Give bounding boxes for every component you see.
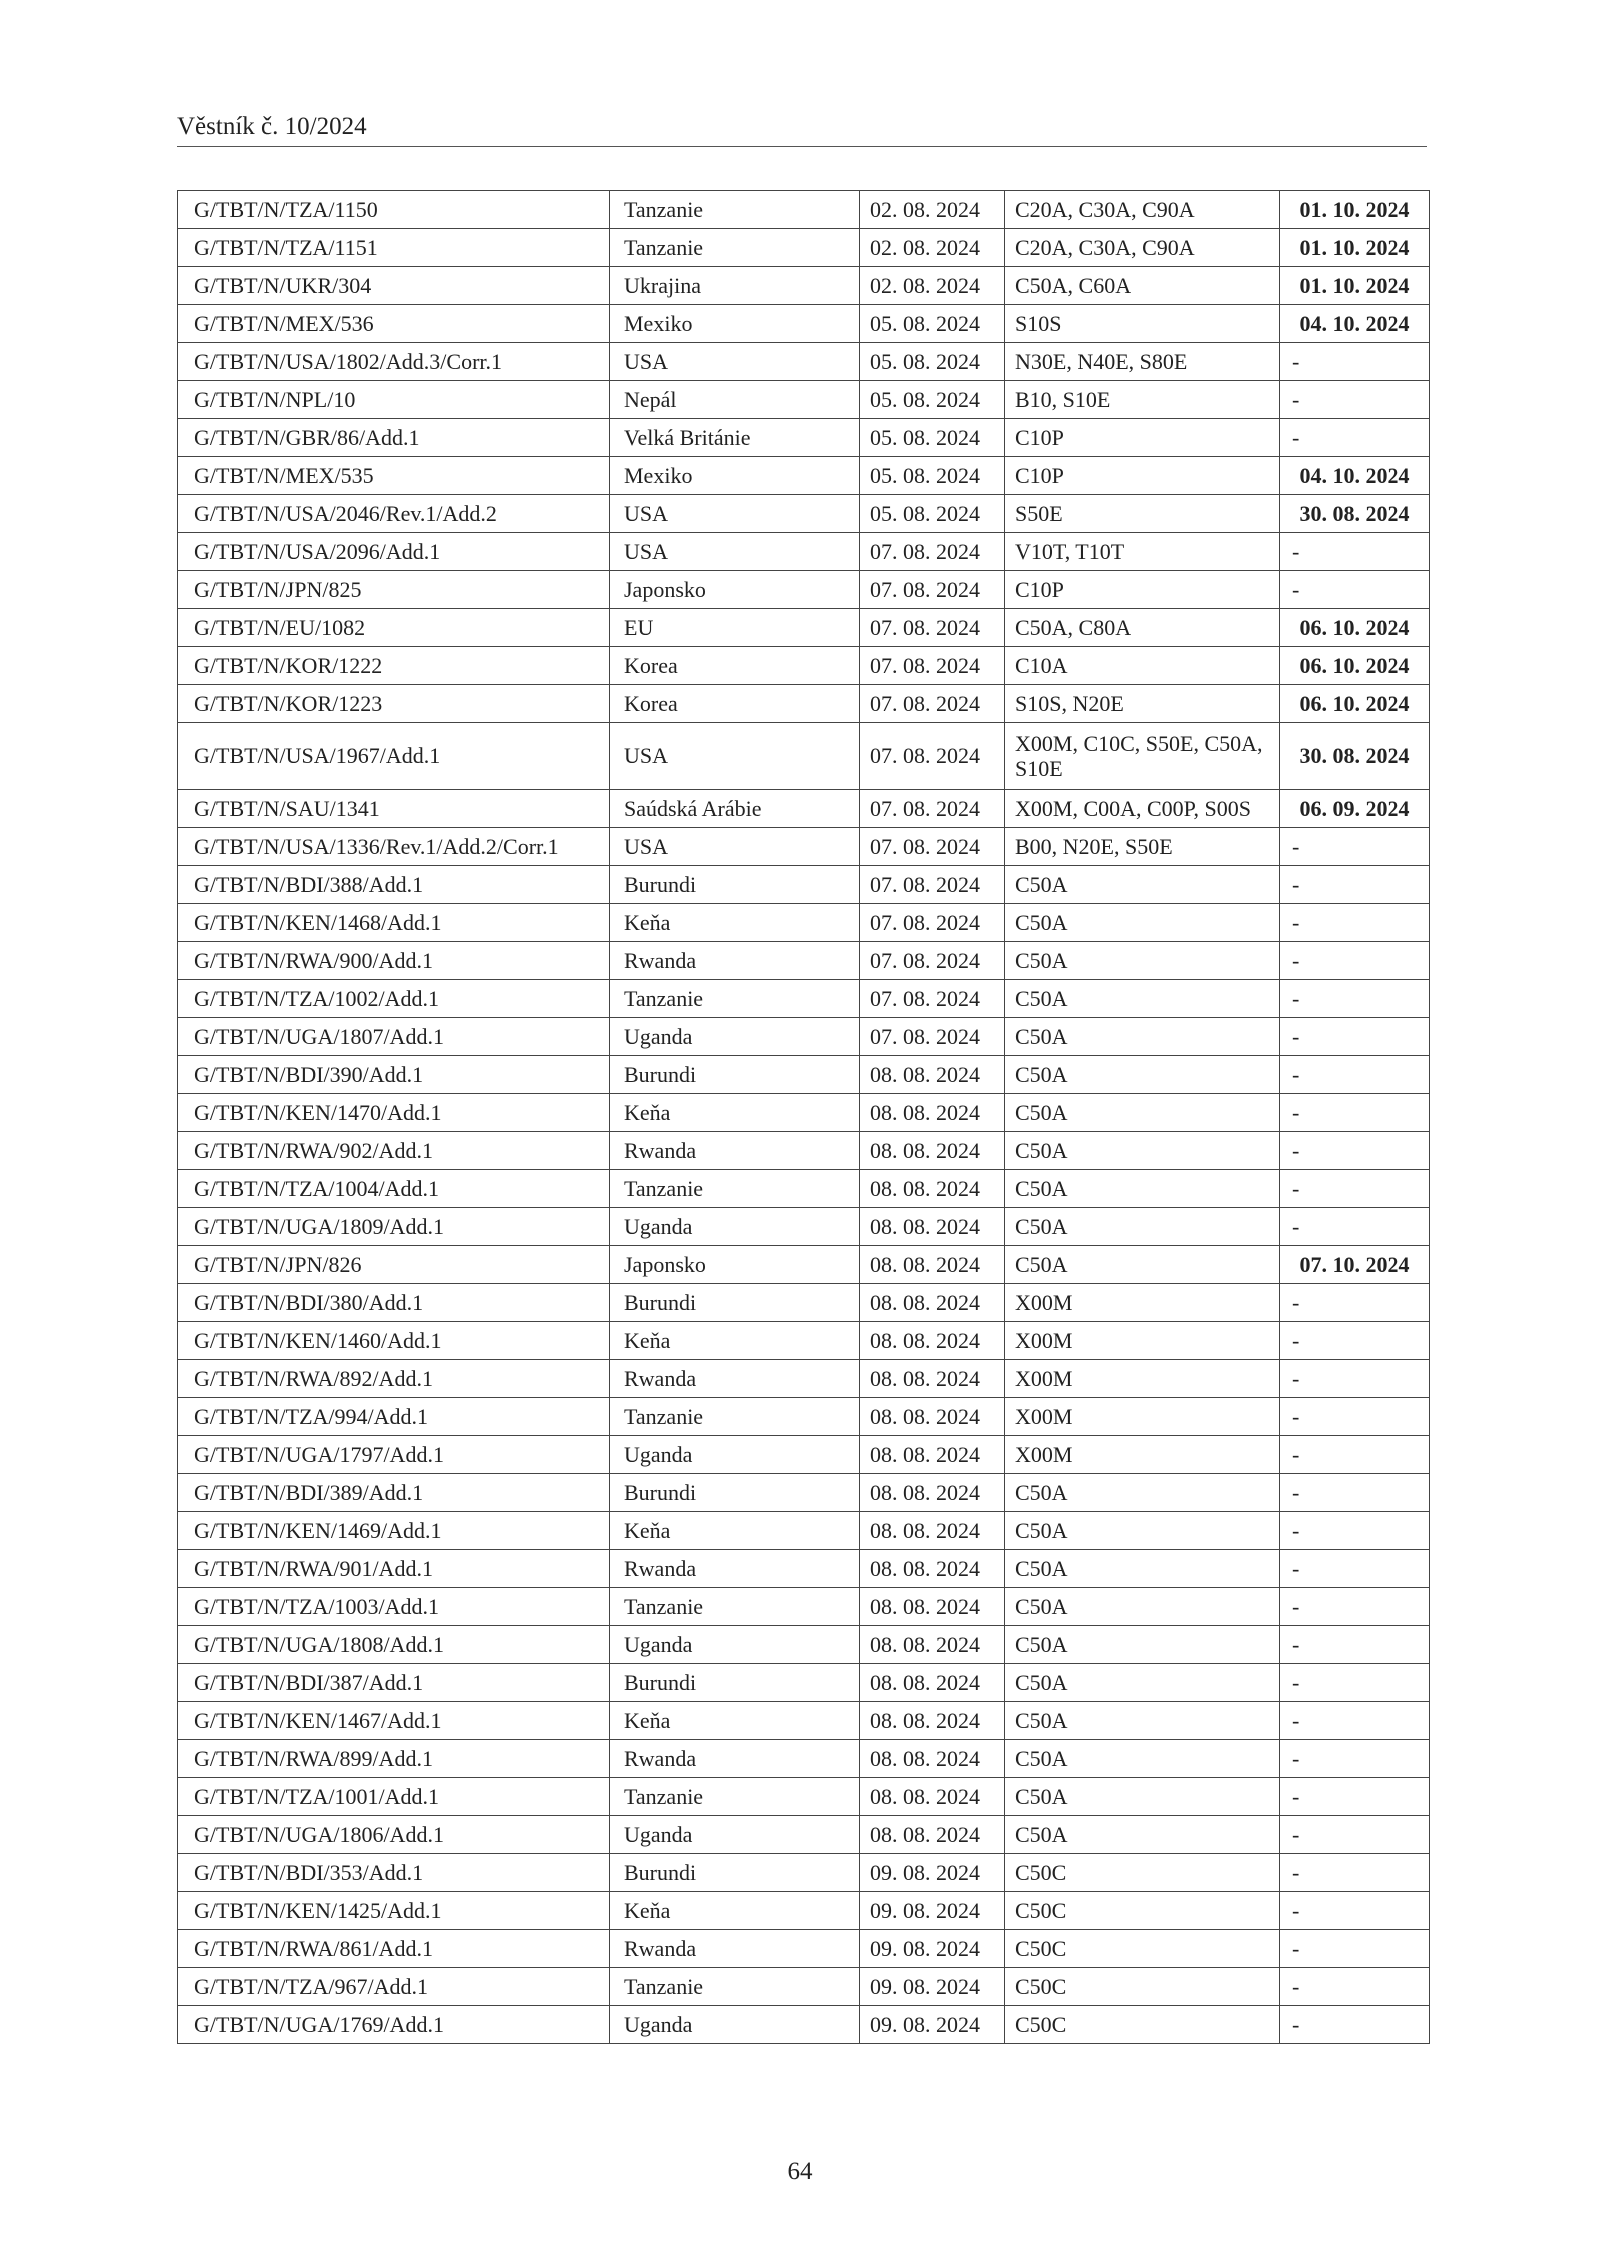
product-codes-cell: S10S [1005,305,1280,343]
comment-deadline-cell: - [1280,1930,1430,1968]
notification-number-cell: G/TBT/N/BDI/388/Add.1 [178,866,610,904]
country-cell: Keňa [610,1094,860,1132]
table-row [178,790,1430,828]
notification-date-cell: 08. 08. 2024 [860,1626,1005,1664]
notification-number-cell: G/TBT/N/BDI/380/Add.1 [178,1284,610,1322]
product-codes-cell: C50A [1005,1816,1280,1854]
notification-date-cell: 08. 08. 2024 [860,1816,1005,1854]
product-codes-cell: X00M [1005,1398,1280,1436]
comment-deadline-cell: 04. 10. 2024 [1280,457,1430,495]
notification-date-cell: 07. 08. 2024 [860,571,1005,609]
product-codes-cell: C20A, C30A, C90A [1005,229,1280,267]
product-codes-cell: C50A [1005,1056,1280,1094]
table-row [178,1740,1430,1778]
notification-number-cell: G/TBT/N/RWA/900/Add.1 [178,942,610,980]
country-cell: Burundi [610,1056,860,1094]
notification-number-cell: G/TBT/N/UKR/304 [178,267,610,305]
notification-date-cell: 08. 08. 2024 [860,1284,1005,1322]
country-cell: Tanzanie [610,229,860,267]
product-codes-cell: C50A [1005,980,1280,1018]
product-codes-cell: V10T, T10T [1005,533,1280,571]
notification-number-cell: G/TBT/N/RWA/901/Add.1 [178,1550,610,1588]
table-row [178,1436,1430,1474]
country-cell: Tanzanie [610,1778,860,1816]
notification-number-cell: G/TBT/N/MEX/536 [178,305,610,343]
product-codes-cell: N30E, N40E, S80E [1005,343,1280,381]
notification-number-cell: G/TBT/N/USA/2046/Rev.1/Add.2 [178,495,610,533]
notification-number-cell: G/TBT/N/RWA/902/Add.1 [178,1132,610,1170]
notification-number-cell: G/TBT/N/UGA/1797/Add.1 [178,1436,610,1474]
table-row [178,980,1430,1018]
notification-date-cell: 09. 08. 2024 [860,1930,1005,1968]
product-codes-cell: C50C [1005,1892,1280,1930]
product-codes-cell: C50A [1005,866,1280,904]
table-row [178,457,1430,495]
table-row [178,267,1430,305]
country-cell: Rwanda [610,1132,860,1170]
notification-date-cell: 08. 08. 2024 [860,1702,1005,1740]
country-cell: Keňa [610,1512,860,1550]
notification-number-cell: G/TBT/N/UGA/1806/Add.1 [178,1816,610,1854]
notification-number-cell: G/TBT/N/GBR/86/Add.1 [178,419,610,457]
product-codes-cell: X00M [1005,1284,1280,1322]
comment-deadline-cell: - [1280,1778,1430,1816]
comment-deadline-cell: - [1280,571,1430,609]
notification-date-cell: 08. 08. 2024 [860,1170,1005,1208]
country-cell: USA [610,828,860,866]
notification-number-cell: G/TBT/N/TZA/1151 [178,229,610,267]
notification-number-cell: G/TBT/N/TZA/994/Add.1 [178,1398,610,1436]
table-row [178,1930,1430,1968]
table-row [178,343,1430,381]
notification-date-cell: 08. 08. 2024 [860,1778,1005,1816]
country-cell: Burundi [610,1664,860,1702]
notification-number-cell: G/TBT/N/SAU/1341 [178,790,610,828]
table-row [178,866,1430,904]
notifications-table-body [178,191,1430,2044]
notification-date-cell: 08. 08. 2024 [860,1322,1005,1360]
country-cell: Tanzanie [610,1968,860,2006]
table-row [178,419,1430,457]
notification-number-cell: G/TBT/N/TZA/1004/Add.1 [178,1170,610,1208]
notification-date-cell: 07. 08. 2024 [860,866,1005,904]
table-row [178,1322,1430,1360]
country-cell: Uganda [610,1816,860,1854]
table-row [178,1246,1430,1284]
comment-deadline-cell: - [1280,1056,1430,1094]
table-row [178,1550,1430,1588]
product-codes-cell: S10S, N20E [1005,685,1280,723]
notification-number-cell: G/TBT/N/KEN/1469/Add.1 [178,1512,610,1550]
notification-number-cell: G/TBT/N/KEN/1470/Add.1 [178,1094,610,1132]
comment-deadline-cell: 01. 10. 2024 [1280,267,1430,305]
notification-date-cell: 05. 08. 2024 [860,381,1005,419]
notification-number-cell: G/TBT/N/TZA/967/Add.1 [178,1968,610,2006]
notification-number-cell: G/TBT/N/USA/2096/Add.1 [178,533,610,571]
table-row [178,942,1430,980]
product-codes-cell: C50A [1005,1512,1280,1550]
product-codes-cell: C20A, C30A, C90A [1005,191,1280,229]
notification-date-cell: 08. 08. 2024 [860,1246,1005,1284]
notification-number-cell: G/TBT/N/TZA/1002/Add.1 [178,980,610,1018]
comment-deadline-cell: - [1280,343,1430,381]
country-cell: Rwanda [610,942,860,980]
country-cell: Velká Británie [610,419,860,457]
comment-deadline-cell: - [1280,1550,1430,1588]
notification-date-cell: 05. 08. 2024 [860,343,1005,381]
country-cell: Burundi [610,1854,860,1892]
table-row [178,1170,1430,1208]
comment-deadline-cell: - [1280,1360,1430,1398]
product-codes-cell: C10A [1005,647,1280,685]
country-cell: Keňa [610,904,860,942]
table-row [178,1056,1430,1094]
notification-date-cell: 09. 08. 2024 [860,1892,1005,1930]
notification-number-cell: G/TBT/N/RWA/899/Add.1 [178,1740,610,1778]
product-codes-cell: C50A [1005,1094,1280,1132]
product-codes-cell: X00M [1005,1360,1280,1398]
country-cell: Tanzanie [610,1588,860,1626]
notification-number-cell: G/TBT/N/KEN/1460/Add.1 [178,1322,610,1360]
country-cell: USA [610,495,860,533]
product-codes-cell: C50A [1005,904,1280,942]
comment-deadline-cell: - [1280,419,1430,457]
comment-deadline-cell: 06. 10. 2024 [1280,647,1430,685]
table-row [178,1094,1430,1132]
country-cell: Uganda [610,1018,860,1056]
notification-date-cell: 08. 08. 2024 [860,1512,1005,1550]
notification-number-cell: G/TBT/N/TZA/1003/Add.1 [178,1588,610,1626]
table-row [178,1816,1430,1854]
comment-deadline-cell: - [1280,1892,1430,1930]
table-row [178,495,1430,533]
product-codes-cell: C50C [1005,2006,1280,2044]
comment-deadline-cell: - [1280,904,1430,942]
notification-number-cell: G/TBT/N/EU/1082 [178,609,610,647]
notification-date-cell: 02. 08. 2024 [860,191,1005,229]
notification-number-cell: G/TBT/N/UGA/1807/Add.1 [178,1018,610,1056]
notification-number-cell: G/TBT/N/USA/1802/Add.3/Corr.1 [178,343,610,381]
notification-number-cell: G/TBT/N/KEN/1425/Add.1 [178,1892,610,1930]
notification-date-cell: 08. 08. 2024 [860,1436,1005,1474]
comment-deadline-cell: 06. 09. 2024 [1280,790,1430,828]
country-cell: Keňa [610,1892,860,1930]
table-row [178,1284,1430,1322]
country-cell: Korea [610,685,860,723]
comment-deadline-cell: - [1280,1664,1430,1702]
product-codes-cell: C50A [1005,1588,1280,1626]
table-row [178,1968,1430,2006]
notification-number-cell: G/TBT/N/KEN/1468/Add.1 [178,904,610,942]
table-row [178,1626,1430,1664]
comment-deadline-cell: - [1280,1094,1430,1132]
table-row [178,1854,1430,1892]
notification-date-cell: 07. 08. 2024 [860,609,1005,647]
country-cell: Rwanda [610,1550,860,1588]
notification-date-cell: 07. 08. 2024 [860,685,1005,723]
comment-deadline-cell: - [1280,1702,1430,1740]
notification-number-cell: G/TBT/N/TZA/1150 [178,191,610,229]
notification-number-cell: G/TBT/N/JPN/826 [178,1246,610,1284]
table-row [178,381,1430,419]
table-row [178,229,1430,267]
page-header [177,112,1427,147]
country-cell: Tanzanie [610,1398,860,1436]
table-row [178,191,1430,229]
comment-deadline-cell: - [1280,1626,1430,1664]
product-codes-cell: C50A [1005,1778,1280,1816]
product-codes-cell: C50A, C60A [1005,267,1280,305]
notification-date-cell: 08. 08. 2024 [860,1550,1005,1588]
comment-deadline-cell: - [1280,828,1430,866]
comment-deadline-cell: - [1280,1322,1430,1360]
notification-date-cell: 08. 08. 2024 [860,1398,1005,1436]
comment-deadline-cell: - [1280,1170,1430,1208]
table-row [178,1512,1430,1550]
notification-number-cell: G/TBT/N/KOR/1222 [178,647,610,685]
table-row [178,685,1430,723]
table-row [178,1702,1430,1740]
notification-number-cell: G/TBT/N/UGA/1808/Add.1 [178,1626,610,1664]
product-codes-cell: X00M, C00A, C00P, S00S [1005,790,1280,828]
table-row [178,1208,1430,1246]
notification-number-cell: G/TBT/N/BDI/390/Add.1 [178,1056,610,1094]
table-row [178,1588,1430,1626]
notification-date-cell: 05. 08. 2024 [860,495,1005,533]
country-cell: Nepál [610,381,860,419]
table-row [178,1474,1430,1512]
product-codes-cell: S50E [1005,495,1280,533]
notification-date-cell: 07. 08. 2024 [860,647,1005,685]
comment-deadline-cell: - [1280,1208,1430,1246]
product-codes-cell: X00M, C10C, S50E, C50A, S10E [1005,723,1280,790]
notification-date-cell: 05. 08. 2024 [860,419,1005,457]
notification-number-cell: G/TBT/N/NPL/10 [178,381,610,419]
notification-number-cell: G/TBT/N/RWA/892/Add.1 [178,1360,610,1398]
table-row [178,1892,1430,1930]
country-cell: Rwanda [610,1360,860,1398]
comment-deadline-cell: - [1280,1018,1430,1056]
table-row [178,1132,1430,1170]
comment-deadline-cell: - [1280,1816,1430,1854]
country-cell: Korea [610,647,860,685]
product-codes-cell: C10P [1005,571,1280,609]
notification-number-cell: G/TBT/N/BDI/353/Add.1 [178,1854,610,1892]
product-codes-cell: C50A [1005,1740,1280,1778]
table-row [178,1360,1430,1398]
notification-date-cell: 07. 08. 2024 [860,723,1005,790]
country-cell: USA [610,723,860,790]
table-row [178,723,1430,790]
comment-deadline-cell: 01. 10. 2024 [1280,229,1430,267]
country-cell: Rwanda [610,1740,860,1778]
country-cell: Tanzanie [610,980,860,1018]
product-codes-cell: C50A [1005,1664,1280,1702]
comment-deadline-cell: 06. 10. 2024 [1280,685,1430,723]
notifications-table [177,190,1430,2044]
table-row [178,1398,1430,1436]
country-cell: EU [610,609,860,647]
product-codes-cell: C10P [1005,457,1280,495]
country-cell: Burundi [610,866,860,904]
notification-number-cell: G/TBT/N/UGA/1809/Add.1 [178,1208,610,1246]
product-codes-cell: B00, N20E, S50E [1005,828,1280,866]
comment-deadline-cell: - [1280,1132,1430,1170]
product-codes-cell: C50A [1005,1626,1280,1664]
table-row [178,1778,1430,1816]
notification-date-cell: 09. 08. 2024 [860,1968,1005,2006]
table-row [178,571,1430,609]
notification-date-cell: 08. 08. 2024 [860,1132,1005,1170]
notification-date-cell: 07. 08. 2024 [860,533,1005,571]
notification-date-cell: 08. 08. 2024 [860,1664,1005,1702]
product-codes-cell: C50A [1005,1246,1280,1284]
comment-deadline-cell: 04. 10. 2024 [1280,305,1430,343]
comment-deadline-cell: - [1280,1740,1430,1778]
comment-deadline-cell: - [1280,1512,1430,1550]
comment-deadline-cell: - [1280,1474,1430,1512]
product-codes-cell: C50A [1005,1474,1280,1512]
comment-deadline-cell: 07. 10. 2024 [1280,1246,1430,1284]
country-cell: Saúdská Arábie [610,790,860,828]
page-number: 64 [787,2158,813,2185]
product-codes-cell: C50A, C80A [1005,609,1280,647]
country-cell: Uganda [610,1436,860,1474]
country-cell: Mexiko [610,457,860,495]
product-codes-cell: C50A [1005,1170,1280,1208]
notification-date-cell: 08. 08. 2024 [860,1588,1005,1626]
comment-deadline-cell: 06. 10. 2024 [1280,609,1430,647]
country-cell: Uganda [610,2006,860,2044]
notification-date-cell: 07. 08. 2024 [860,828,1005,866]
country-cell: Keňa [610,1702,860,1740]
notification-number-cell: G/TBT/N/RWA/861/Add.1 [178,1930,610,1968]
page-header-title: Věstník č. 10/2024 [177,113,367,140]
comment-deadline-cell: - [1280,866,1430,904]
country-cell: Burundi [610,1284,860,1322]
country-cell: Uganda [610,1208,860,1246]
notification-number-cell: G/TBT/N/UGA/1769/Add.1 [178,2006,610,2044]
notification-date-cell: 02. 08. 2024 [860,229,1005,267]
table-row [178,904,1430,942]
notification-date-cell: 08. 08. 2024 [860,1360,1005,1398]
country-cell: Uganda [610,1626,860,1664]
notification-date-cell: 08. 08. 2024 [860,1208,1005,1246]
table-row [178,2006,1430,2044]
notification-date-cell: 09. 08. 2024 [860,1854,1005,1892]
comment-deadline-cell: 30. 08. 2024 [1280,723,1430,790]
table-row [178,828,1430,866]
country-cell: Ukrajina [610,267,860,305]
product-codes-cell: X00M [1005,1322,1280,1360]
notification-number-cell: G/TBT/N/USA/1967/Add.1 [178,723,610,790]
table-row [178,609,1430,647]
comment-deadline-cell: - [1280,381,1430,419]
product-codes-cell: C50A [1005,942,1280,980]
notification-number-cell: G/TBT/N/BDI/387/Add.1 [178,1664,610,1702]
comment-deadline-cell: - [1280,980,1430,1018]
notification-date-cell: 02. 08. 2024 [860,267,1005,305]
notification-date-cell: 08. 08. 2024 [860,1094,1005,1132]
country-cell: USA [610,343,860,381]
comment-deadline-cell: - [1280,1588,1430,1626]
country-cell: Mexiko [610,305,860,343]
comment-deadline-cell: - [1280,1398,1430,1436]
comment-deadline-cell: - [1280,1284,1430,1322]
country-cell: Japonsko [610,1246,860,1284]
notification-date-cell: 08. 08. 2024 [860,1474,1005,1512]
notification-number-cell: G/TBT/N/KOR/1223 [178,685,610,723]
country-cell: USA [610,533,860,571]
product-codes-cell: C10P [1005,419,1280,457]
notification-date-cell: 07. 08. 2024 [860,1018,1005,1056]
product-codes-cell: C50C [1005,1854,1280,1892]
notification-number-cell: G/TBT/N/USA/1336/Rev.1/Add.2/Corr.1 [178,828,610,866]
country-cell: Rwanda [610,1930,860,1968]
product-codes-cell: C50C [1005,1930,1280,1968]
country-cell: Tanzanie [610,191,860,229]
notification-date-cell: 07. 08. 2024 [860,942,1005,980]
comment-deadline-cell: - [1280,533,1430,571]
table-row [178,647,1430,685]
product-codes-cell: C50A [1005,1018,1280,1056]
notification-date-cell: 09. 08. 2024 [860,2006,1005,2044]
country-cell: Tanzanie [610,1170,860,1208]
product-codes-cell: B10, S10E [1005,381,1280,419]
comment-deadline-cell: - [1280,1854,1430,1892]
notification-number-cell: G/TBT/N/JPN/825 [178,571,610,609]
table-row [178,1018,1430,1056]
notification-date-cell: 07. 08. 2024 [860,790,1005,828]
comment-deadline-cell: - [1280,1968,1430,2006]
notification-number-cell: G/TBT/N/BDI/389/Add.1 [178,1474,610,1512]
country-cell: Keňa [610,1322,860,1360]
comment-deadline-cell: 30. 08. 2024 [1280,495,1430,533]
comment-deadline-cell: - [1280,2006,1430,2044]
notification-date-cell: 08. 08. 2024 [860,1740,1005,1778]
notification-date-cell: 08. 08. 2024 [860,1056,1005,1094]
table-row [178,305,1430,343]
notification-number-cell: G/TBT/N/TZA/1001/Add.1 [178,1778,610,1816]
product-codes-cell: C50A [1005,1208,1280,1246]
country-cell: Burundi [610,1474,860,1512]
notification-number-cell: G/TBT/N/MEX/535 [178,457,610,495]
country-cell: Japonsko [610,571,860,609]
table-row [178,1664,1430,1702]
notification-date-cell: 07. 08. 2024 [860,904,1005,942]
product-codes-cell: C50C [1005,1968,1280,2006]
notification-date-cell: 05. 08. 2024 [860,457,1005,495]
comment-deadline-cell: - [1280,1436,1430,1474]
table-row [178,533,1430,571]
product-codes-cell: C50A [1005,1702,1280,1740]
notification-date-cell: 05. 08. 2024 [860,305,1005,343]
comment-deadline-cell: - [1280,942,1430,980]
product-codes-cell: C50A [1005,1132,1280,1170]
notification-number-cell: G/TBT/N/KEN/1467/Add.1 [178,1702,610,1740]
notification-date-cell: 07. 08. 2024 [860,980,1005,1018]
product-codes-cell: X00M [1005,1436,1280,1474]
product-codes-cell: C50A [1005,1550,1280,1588]
comment-deadline-cell: 01. 10. 2024 [1280,191,1430,229]
